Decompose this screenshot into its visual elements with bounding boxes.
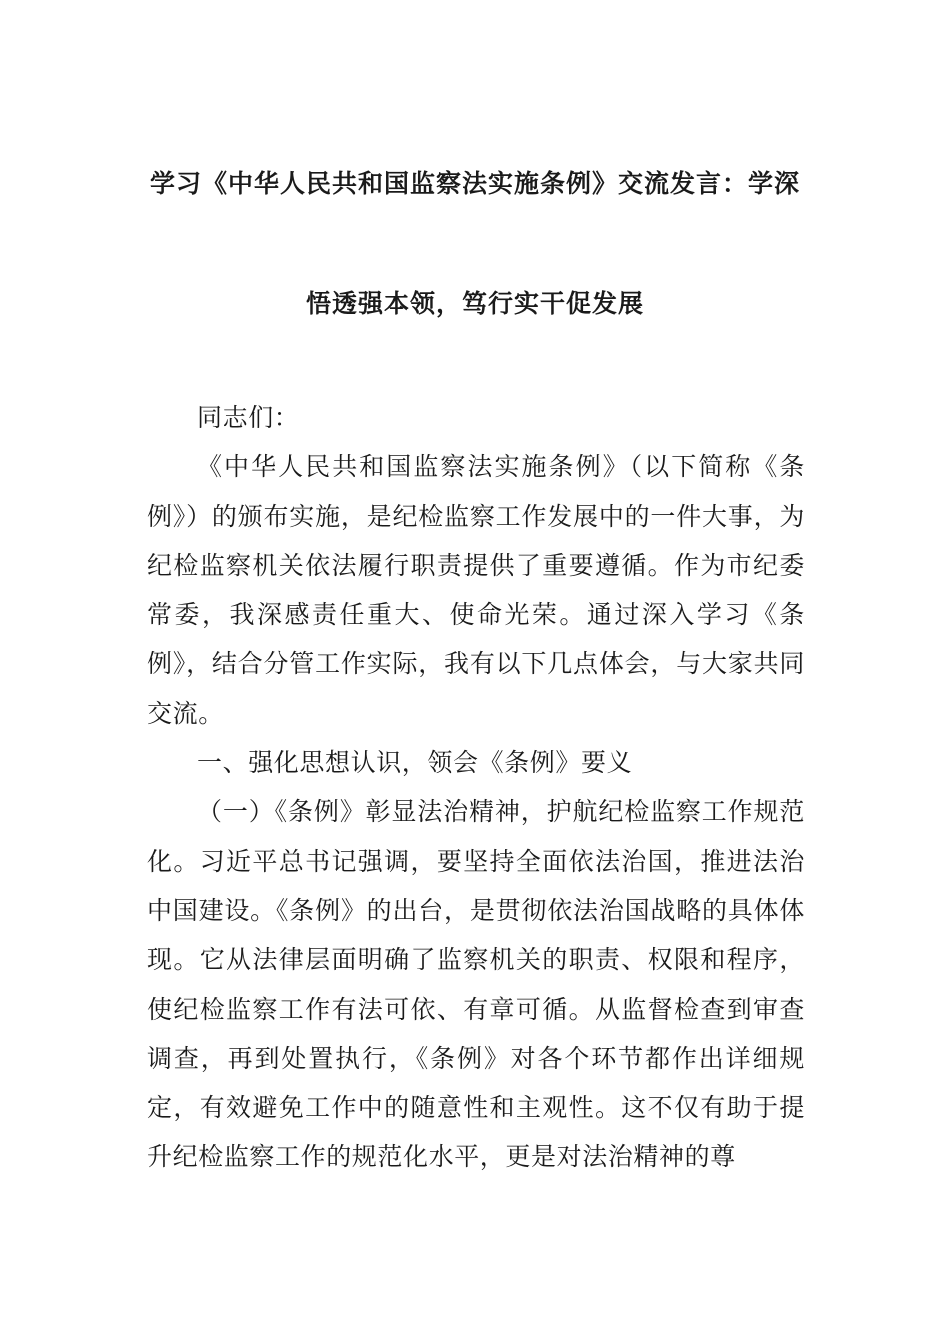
document-body bbox=[147, 393, 805, 1182]
salutation: 同志们： bbox=[197, 403, 300, 432]
paragraph-subsection-1: （一）《条例》彰显法治精神，护航纪检监察工作规范化。习近平总书记强调，要坚持全面依法治国，推进法治中国建设。《条例》的出台，是贯彻依法治国战略的具体体现。它从法律层面明确了监察机关的职责、权限和程序，使纪检监察工作有法可依、有章可循。从监督检查到审查调查，再到处置执行，《条例》对各个环节都作出详细规定，有效避免工作中的随意性和主观性。这不仅有助于提升纪检监察工作的规范化水平，更是对法治精神的尊 bbox=[147, 797, 805, 1172]
paragraph-intro: 《中华人民共和国监察法实施条例》（以下简称《条例》）的颁布实施，是纪检监察工作发展中的一件大事，为纪检监察机关依法履行职责提供了重要遵循。作为市纪委常委，我深感责任重大、使命光荣。通过深入学习《条例》，结合分管工作实际，我有以下几点体会，与大家共同交流。 bbox=[147, 452, 805, 728]
document-title-line-1: 学习《中华人民共和国监察法实施条例》交流发言：学深 bbox=[149, 169, 800, 198]
document-title-line-2: 悟透强本领，笃行实干促发展 bbox=[305, 289, 644, 318]
section-heading-1: 一、强化思想认识，领会《条例》要义 bbox=[197, 748, 633, 778]
